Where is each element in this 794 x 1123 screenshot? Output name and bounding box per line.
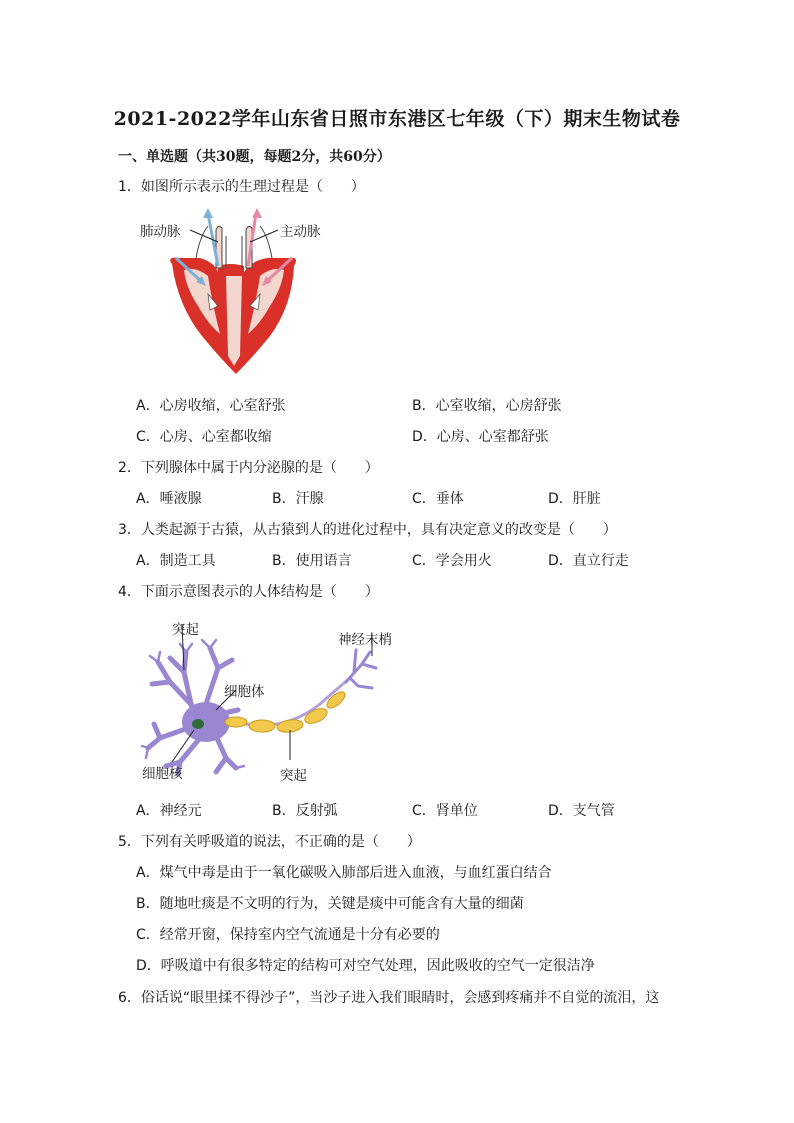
q5-option-c: C．经常开窗，保持室内空气流通是十分有必要的 [136, 927, 440, 943]
question-4-stem: 4．下面示意图表示的人体结构是（ ） [118, 584, 379, 600]
q5-option-d: D．呼吸道中有很多特定的结构可对空气处理，因此吸收的空气一定很洁净 [136, 958, 595, 974]
q5-option-b: B．随地吐痰是不文明的行为，关键是痰中可能含有大量的细菌 [136, 896, 524, 912]
septum [226, 276, 242, 366]
question-2-stem: 2．下列腺体中属于内分泌腺的是（ ） [118, 460, 379, 476]
q1-option-c: C．心房、心室都收缩 [136, 429, 272, 445]
q4-option-c: C．肾单位 [412, 803, 478, 819]
label-pulmonary-artery: 肺动脉 [140, 224, 181, 240]
q2-option-c: C．垂体 [412, 491, 464, 507]
q4-option-a: A．神经元 [136, 803, 202, 819]
q2-option-d: D．肝脏 [548, 491, 601, 507]
q2-option-a: A．唾液腺 [136, 491, 202, 507]
q4-option-b: B．反射弧 [272, 803, 338, 819]
q5-option-a: A．煤气中毒是由于一氧化碳吸入肺部后进入血液，与血红蛋白结合 [136, 865, 552, 881]
label-nerve-ending: 神经末梢 [338, 632, 392, 648]
question-3-stem: 3．人类起源于古猿，从古猿到人的进化过程中，具有决定意义的改变是（ ） [118, 522, 617, 538]
arrow-blue-up-head [203, 208, 213, 218]
cell-body [182, 702, 230, 742]
q3-option-c: C．学会用火 [412, 553, 492, 569]
label-axon: 突起 [280, 768, 307, 784]
q2-option-b: B．汗腺 [272, 491, 324, 507]
section-heading: 一、单选题（共30题，每题2分，共60分） [118, 149, 391, 165]
q3-option-b: B．使用语言 [272, 553, 352, 569]
label-aorta: 主动脉 [280, 224, 321, 240]
question-6-stem: 6．俗话说“眼里揉不得沙子”，当沙子进入我们眼睛时，会感到疼痛并不自觉的流泪，这 [118, 990, 660, 1006]
q3-option-a: A．制造工具 [136, 553, 216, 569]
label-dendrite: 突起 [172, 622, 199, 638]
q1-option-a: A．心房收缩，心室舒张 [136, 398, 286, 414]
question-1-stem: 1．如图所示表示的生理过程是（ ） [118, 179, 365, 195]
cell-nucleus [192, 719, 204, 729]
label-cell-body: 细胞体 [224, 684, 265, 700]
q3-option-d: D．直立行走 [548, 553, 629, 569]
arrow-pink-up-head [252, 208, 262, 218]
label-nucleus: 细胞核 [142, 766, 183, 782]
q1-option-b: B．心室收缩，心房舒张 [412, 398, 562, 414]
page-title: 2021-2022学年山东省日照市东港区七年级（下）期末生物试卷 [113, 108, 681, 130]
question-5-stem: 5．下列有关呼吸道的说法，不正确的是（ ） [118, 834, 421, 850]
q4-option-d: D．支气管 [548, 803, 615, 819]
q1-option-d: D．心房、心室都舒张 [412, 429, 549, 445]
